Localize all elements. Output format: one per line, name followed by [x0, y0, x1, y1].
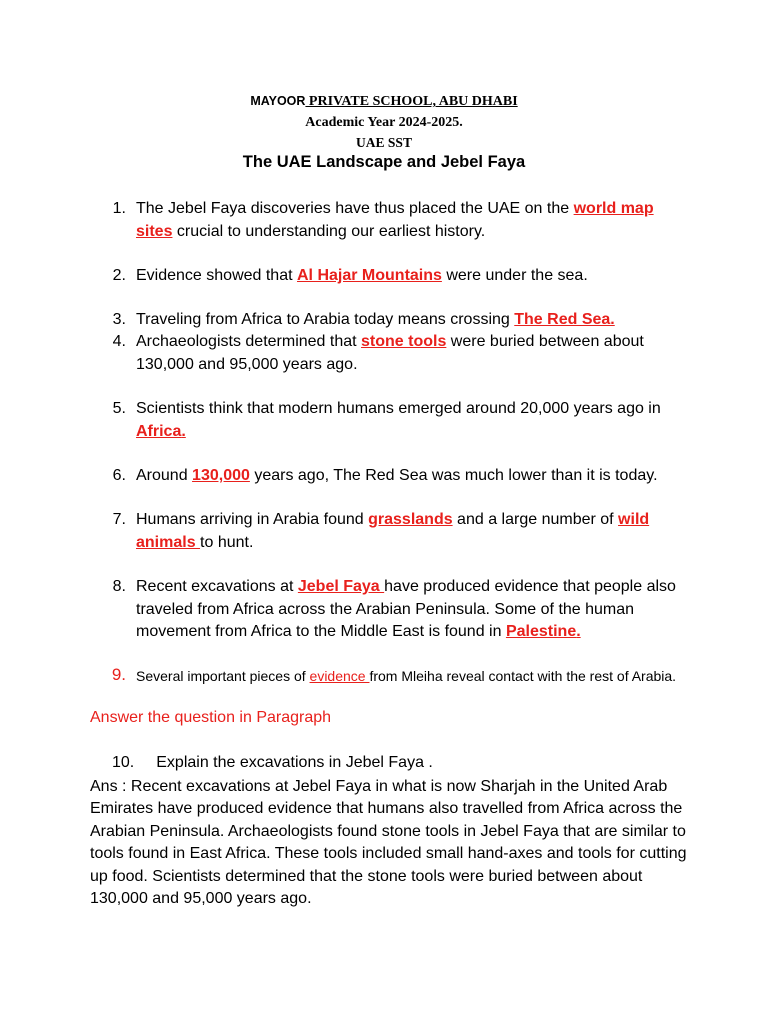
list-item: 5. Scientists think that modern humans emerged around 20,000 years ago in Africa. [112, 400, 661, 440]
list-item: 3. Traveling from Africa to Arabia today means crossing The Red Sea. [112, 311, 615, 328]
question-10: 10. Explain the excavations in Jebel Faya . [112, 754, 433, 771]
answer-text: The Red Sea. [514, 311, 615, 328]
answer-text: Al Hajar Mountains [297, 267, 442, 284]
answer-text: grasslands [368, 511, 453, 528]
list-item: 1. The Jebel Faya discoveries have thus placed the UAE on the world map sites crucial to understanding our earliest history. [112, 200, 654, 240]
answer-text: Africa [136, 422, 182, 440]
answer-text: stone tools [361, 333, 447, 350]
answer-paragraph: Ans : Recent excavations at Jebel Faya in what is now Sharjah in the United Arab Emirates have produced evidence that humans also travelled from Africa across the Arabian Peninsula. Archaeologists found stone tools in Jebel Faya that are similar to tools found in East Africa. These tools included small hand-axes and tools for cutting up food. Scientists determined that the stone tools were buried between about 130,000 and 95,000 years ago. [90, 778, 687, 908]
subject-label: UAE SST [356, 135, 412, 150]
list-item: 9. Several important pieces of evidence from Mleiha reveal contact with the rest of Arabia. [111, 665, 677, 684]
list-item: 7. Humans arriving in Arabia found grasslands and a large number of wild animals to hunt. [112, 511, 650, 551]
list-item: 8. Recent excavations at Jebel Faya have produced evidence that people also traveled from Africa across the Arabian Peninsula. Some of the human movement from Africa to the Middle East is found in Palestine. [112, 578, 676, 640]
list-item: 6. Around 130,000 years ago, The Red Sea was much lower than it is today. [112, 467, 658, 484]
answer-text: wild animals [136, 511, 650, 551]
list-item: 2. Evidence showed that Al Hajar Mountains were under the sea. [112, 267, 588, 284]
answer-text: 130,000 [192, 467, 250, 484]
page-title: The UAE Landscape and Jebel Faya [242, 153, 526, 171]
academic-year: Academic Year 2024-2025. [305, 115, 463, 130]
answer-text: sites [136, 222, 173, 240]
list-item: 4. Archaeologists determined that stone tools were buried between about 130,000 and 95,000 years ago. [112, 333, 644, 373]
section-heading: Answer the question in Paragraph [90, 709, 332, 726]
answer-text: world map [573, 200, 654, 217]
answer-text: Jebel Faya [297, 578, 385, 595]
school-name: MAYOOR PRIVATE SCHOOL, ABU DHABI [250, 94, 518, 109]
answer-text: evidence [309, 668, 370, 684]
answer-text: Palestine [505, 623, 577, 640]
